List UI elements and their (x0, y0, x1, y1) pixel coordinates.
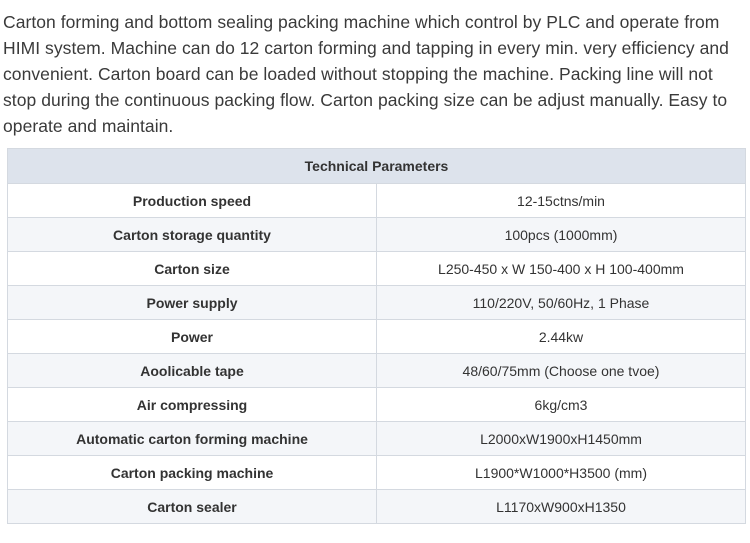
param-name: Carton sealer (8, 490, 377, 524)
param-name: Power supply (8, 286, 377, 320)
param-value: 110/220V, 50/60Hz, 1 Phase (377, 286, 746, 320)
param-value: 12-15ctns/min (377, 184, 746, 218)
param-name: Carton size (8, 252, 377, 286)
param-name: Automatic carton forming machine (8, 422, 377, 456)
table-title: Technical Parameters (8, 149, 746, 184)
param-value: 2.44kw (377, 320, 746, 354)
param-value: L250-450 x W 150-400 x H 100-400mm (377, 252, 746, 286)
table-header-row (8, 149, 746, 184)
product-description: Carton forming and bottom sealing packing machine which control by PLC and operate from HIMI system. Machine can do 12 carton forming and tapping in every min. very efficiency and convenient. Carton board can be loaded without stopping the machine. Packing line will not stop during the continuous packing flow. Carton packing size can be adjust manually. Easy to operate and maintain. (3, 12, 729, 136)
table-row (8, 422, 746, 456)
param-name: Carton storage quantity (8, 218, 377, 252)
param-name: Carton packing machine (8, 456, 377, 490)
table-row (8, 286, 746, 320)
param-value: 100pcs (1000mm) (377, 218, 746, 252)
param-name: Aoolicable tape (8, 354, 377, 388)
param-value: L1170xW900xH1350 (377, 490, 746, 524)
param-value: L1900*W1000*H3500 (mm) (377, 456, 746, 490)
table-row (8, 218, 746, 252)
param-name: Air compressing (8, 388, 377, 422)
table-row (8, 252, 746, 286)
param-value: L2000xW1900xH1450mm (377, 422, 746, 456)
table-row (8, 490, 746, 524)
table-row (8, 354, 746, 388)
table-row (8, 456, 746, 490)
param-name: Power (8, 320, 377, 354)
technical-parameters-table (7, 148, 746, 524)
param-name: Production speed (8, 184, 377, 218)
param-value: 48/60/75mm (Choose one tvoe) (377, 354, 746, 388)
table-row (8, 388, 746, 422)
table-row (8, 184, 746, 218)
param-value: 6kg/cm3 (377, 388, 746, 422)
table-row (8, 320, 746, 354)
